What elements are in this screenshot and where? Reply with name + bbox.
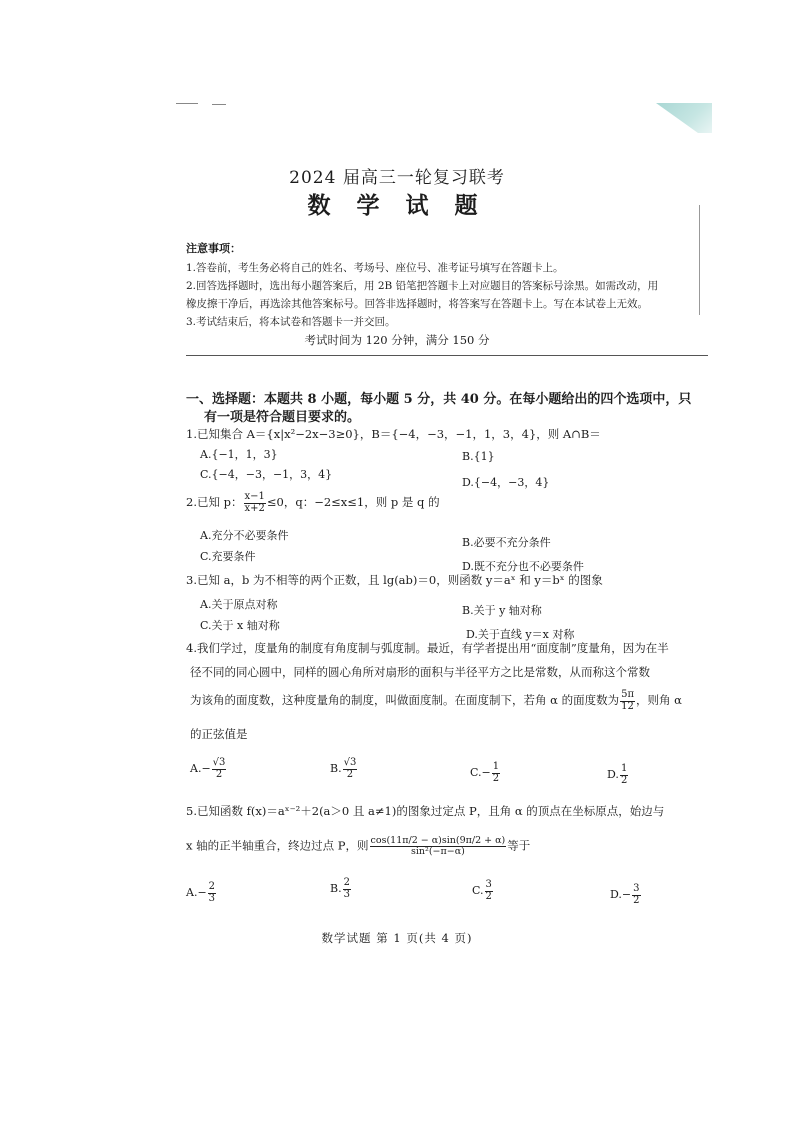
q2-option-b: B.必要不充分条件 xyxy=(462,536,551,549)
question-2-stem xyxy=(186,492,440,514)
q2-stem-post: ≤0，q：−2≤x≤1，则 p 是 q 的 xyxy=(266,495,440,509)
question-3-stem: 3.已知 a，b 为不相等的两个正数，且 lg(ab)＝0，则函数 y＝aˣ 和 y＝bˣ 的图象 xyxy=(186,573,603,587)
q5-a-den: 3 xyxy=(208,892,216,904)
exam-time-info: 考试时间为 120 分钟，满分 150 分 xyxy=(304,333,490,347)
scan-edge-line xyxy=(699,205,700,315)
section-heading: 一、选择题：本题共 8 小题，每小题 5 分，共 40 分。在每小题给出的四个选项中，只 xyxy=(186,392,692,407)
q4-line3-post: ，则角 α xyxy=(636,693,682,707)
q5-c-num: 3 xyxy=(485,879,492,890)
q4-b-fraction xyxy=(343,758,358,780)
q5-b-num: 2 xyxy=(343,877,350,888)
question-5-line-2 xyxy=(186,836,530,857)
q5-line2-pre: x 轴的正半轴重合，终边过点 P，则 xyxy=(186,838,369,853)
q5-b-label: B. xyxy=(330,882,342,895)
notice-item: 2.回答选择题时，选出每小题答案后，用 2B 铅笔把答题卡上对应题目的答案标号涂黑。如需改动，用 xyxy=(186,280,659,292)
section-heading-cont: 有一项是符合题目要求的。 xyxy=(204,410,361,425)
q4-b-num: √3 xyxy=(343,757,357,768)
q5-frac-num: cos(11π/2 − α)sin(9π/2 + α) xyxy=(370,835,506,846)
question-5-line-1: 5.已知函数 f(x)＝aˣ⁻²＋2(a＞0 且 a≠1)的图象过定点 P，且角 α 的顶点在坐标原点，始边与 xyxy=(186,804,665,818)
q5-d-num: 3 xyxy=(633,883,640,894)
q1-option-b: B.{1} xyxy=(462,450,495,463)
q4-b-den: 2 xyxy=(346,768,354,780)
q3-option-c: C.关于 x 轴对称 xyxy=(200,619,280,632)
notice-item: 1.答卷前，考生务必将自己的姓名、考场号、座位号、准考证号填写在答题卡上。 xyxy=(186,262,564,274)
scan-speck xyxy=(212,104,226,105)
q5-d-fraction xyxy=(632,884,640,906)
q4-d-den: 2 xyxy=(620,774,628,786)
q1-option-d: D.{−4，−3，4} xyxy=(462,476,550,489)
q5-option-c xyxy=(472,880,494,902)
question-4-line-2: 径不同的同心圆中，同样的圆心角所对扇形的面积与半径平方之比是常数，从而称这个常数 xyxy=(190,665,650,679)
q2-option-a: A.充分不必要条件 xyxy=(200,529,289,542)
q4-d-fraction xyxy=(620,764,628,786)
q5-fraction xyxy=(370,836,507,857)
q2-frac-num: x−1 xyxy=(244,491,265,502)
page-footer: 数学试题 第 1 页(共 4 页) xyxy=(321,931,473,945)
q4-c-den: 2 xyxy=(492,772,500,784)
q3-option-d: D.关于直线 y＝x 对称 xyxy=(466,628,575,641)
q4-a-label: A.− xyxy=(190,762,211,775)
q4-d-label: D. xyxy=(607,768,619,781)
q5-frac-den: sin²(−π−α) xyxy=(410,845,465,857)
q5-a-label: A.− xyxy=(186,886,207,899)
q4-frac-den: 12 xyxy=(621,700,634,712)
q4-d-num: 1 xyxy=(620,763,628,774)
q2-option-d: D.既不充分也不必要条件 xyxy=(462,560,584,573)
q5-a-fraction xyxy=(208,882,216,904)
question-4-line-1: 4.我们学过，度量角的制度有角度制与弧度制。最近，有学者提出用“面度制”度量角，因为在半 xyxy=(186,641,669,655)
notice-heading: 注意事项： xyxy=(186,242,241,255)
q4-c-num: 1 xyxy=(492,761,500,772)
q1-option-a: A.{−1，1，3} xyxy=(200,448,278,461)
q5-c-fraction xyxy=(485,880,493,902)
divider xyxy=(186,355,708,356)
q4-line3-pre: 为该角的面度数，这种度量角的制度，叫做面度制。在面度制下，若角 α 的面度数为 xyxy=(190,693,620,707)
exam-series-title: 2024 届高三一轮复习联考 xyxy=(289,168,505,188)
q2-frac-den: x+2 xyxy=(244,502,265,514)
q4-c-fraction xyxy=(492,762,500,784)
q5-option-a xyxy=(186,882,217,904)
q5-d-label: D.− xyxy=(610,888,632,901)
q4-c-label: C.− xyxy=(470,766,491,779)
q5-b-fraction xyxy=(343,878,351,900)
notice-item: 3.考试结束后，将本试卷和答题卡一并交回。 xyxy=(186,316,396,328)
q4-option-b xyxy=(330,758,358,780)
question-4-line-4: 的正弦值是 xyxy=(190,727,248,741)
scan-corner-mark xyxy=(656,103,712,133)
q1-option-c: C.{−4，−3，−1，3，4} xyxy=(200,468,333,481)
scan-speck xyxy=(176,103,198,104)
q5-b-den: 3 xyxy=(343,888,350,900)
q4-fraction xyxy=(620,690,635,712)
q2-option-c: C.充要条件 xyxy=(200,550,256,563)
q4-a-den: 2 xyxy=(215,768,223,780)
q5-option-d xyxy=(610,884,642,906)
q5-a-num: 2 xyxy=(208,881,216,892)
exam-title: 数 学 试 题 xyxy=(307,192,487,219)
question-1-stem: 1.已知集合 A＝{x|x²−2x−3≥0}，B＝{−4，−3，−1，1，3，4}，则 A∩B＝ xyxy=(186,427,601,441)
q5-c-label: C. xyxy=(472,884,484,897)
q5-line2-post: 等于 xyxy=(507,838,531,853)
q5-d-den: 2 xyxy=(633,894,640,906)
q5-option-b xyxy=(330,878,352,900)
q3-option-b: B.关于 y 轴对称 xyxy=(462,604,542,617)
question-4-line-3 xyxy=(190,690,682,712)
q2-stem-pre: 2.已知 p： xyxy=(186,495,243,509)
q4-frac-num: 5π xyxy=(621,689,635,700)
q4-option-c xyxy=(470,762,501,784)
q5-c-den: 2 xyxy=(485,890,492,902)
q3-option-a: A.关于原点对称 xyxy=(200,598,278,611)
q2-fraction xyxy=(244,492,266,514)
notice-item: 橡皮擦干净后，再选涂其他答案标号。回答非选择题时，将答案写在答题卡上。写在本试卷上无效。 xyxy=(186,298,648,310)
q4-a-num: √3 xyxy=(212,757,226,768)
q4-option-d xyxy=(607,764,629,786)
q4-a-fraction xyxy=(212,758,227,780)
q4-option-a xyxy=(190,758,227,780)
q4-b-label: B. xyxy=(330,762,342,775)
